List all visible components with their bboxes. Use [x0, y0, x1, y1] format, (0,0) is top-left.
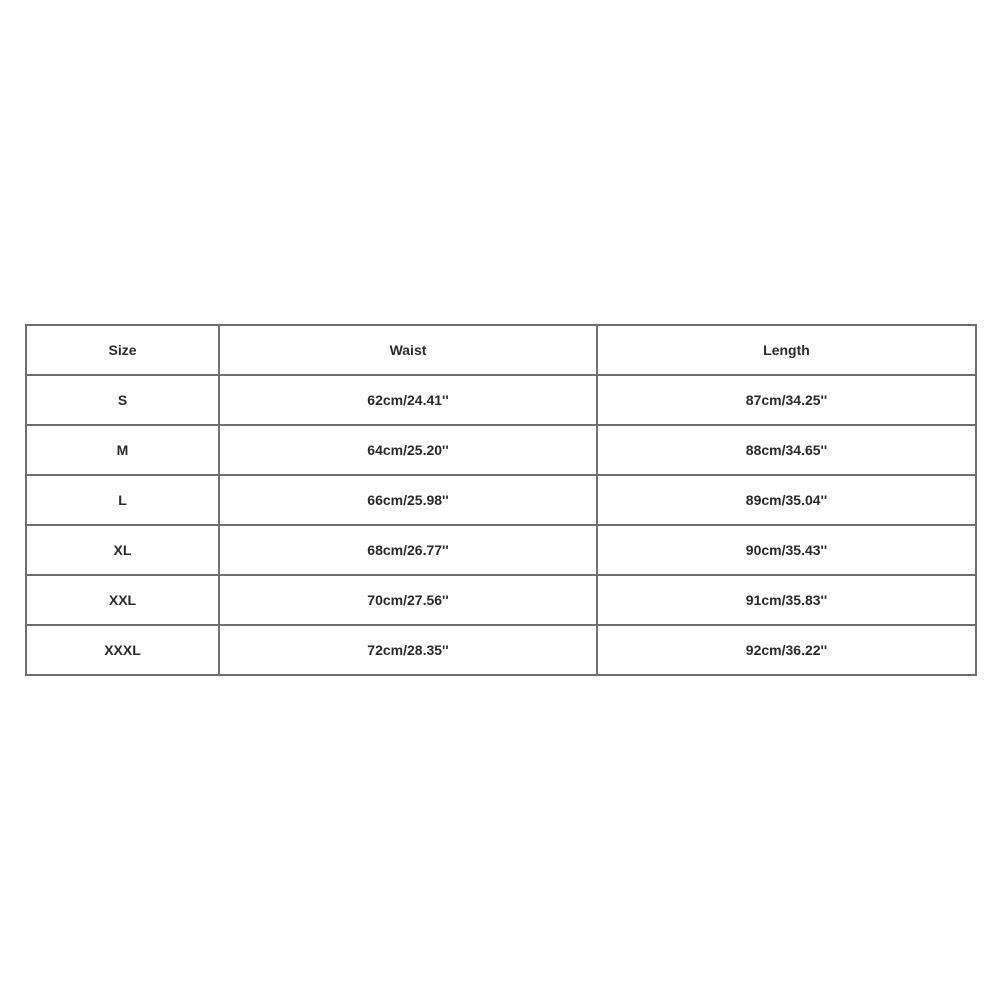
size-chart-body	[26, 375, 976, 675]
length-cell: 91cm/35.83''	[597, 575, 976, 625]
header-row	[26, 325, 976, 375]
table-row	[26, 625, 976, 675]
waist-cell: 62cm/24.41''	[219, 375, 597, 425]
length-cell: 92cm/36.22''	[597, 625, 976, 675]
length-cell: 87cm/34.25''	[597, 375, 976, 425]
size-cell: S	[26, 375, 219, 425]
waist-cell: 66cm/25.98''	[219, 475, 597, 525]
header-waist: Waist	[219, 325, 597, 375]
table-row	[26, 575, 976, 625]
table-row	[26, 425, 976, 475]
size-cell: XXXL	[26, 625, 219, 675]
waist-cell: 68cm/26.77''	[219, 525, 597, 575]
size-cell: M	[26, 425, 219, 475]
waist-cell: 70cm/27.56''	[219, 575, 597, 625]
waist-cell: 72cm/28.35''	[219, 625, 597, 675]
table-row	[26, 475, 976, 525]
size-cell: XL	[26, 525, 219, 575]
size-chart-table	[25, 324, 977, 676]
header-length: Length	[597, 325, 976, 375]
length-cell: 89cm/35.04''	[597, 475, 976, 525]
size-cell: L	[26, 475, 219, 525]
table-row	[26, 375, 976, 425]
header-size: Size	[26, 325, 219, 375]
length-cell: 90cm/35.43''	[597, 525, 976, 575]
size-chart-header	[26, 325, 976, 375]
waist-cell: 64cm/25.20''	[219, 425, 597, 475]
table-row	[26, 525, 976, 575]
size-cell: XXL	[26, 575, 219, 625]
length-cell: 88cm/34.65''	[597, 425, 976, 475]
